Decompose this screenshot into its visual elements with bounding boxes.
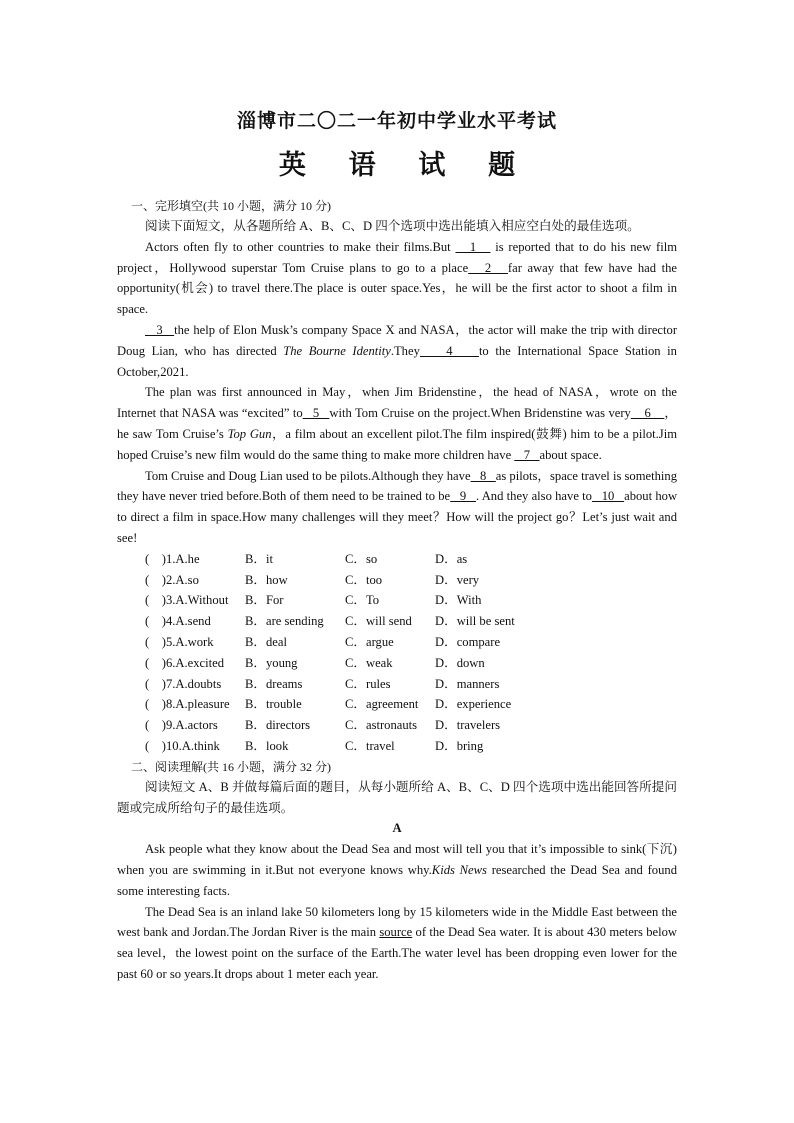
underlined-word: source (379, 925, 413, 940)
text: Actors often fly to other countries to make their films.But (145, 239, 456, 254)
option-d: D．down (435, 655, 485, 670)
question-row (145, 632, 677, 653)
section2-instruction: 阅读短文 A、B 并做每篇后面的题目，从每小题所给 A、B、C、D 四个选项中选出能回答所提问题或完成所给句子的最佳选项。 (117, 779, 677, 815)
blank-10: 10 (591, 489, 625, 504)
option-c: C．rules (345, 676, 391, 691)
exam-page (117, 100, 677, 985)
question-number-option-a: ( )10.A.think (145, 738, 220, 753)
text: The plan was first announced in May，when Jim Bridenstine，the head of NASA，wrote on the Internet that NASA was “excited” to (117, 385, 677, 421)
option-b: B．look (245, 738, 289, 753)
cloze-options (145, 549, 677, 757)
option-b: B．directors (245, 718, 311, 733)
option-d: D．manners (435, 676, 500, 691)
question-row (145, 549, 677, 570)
question-number-option-a: ( )2.A.so (145, 572, 199, 587)
blank-2: 2 (468, 260, 508, 275)
question-row (145, 611, 677, 632)
option-d: D．experience (435, 697, 512, 712)
text: as pilots，space travel is something they have never tried before.Both of them need to be trained to be (117, 468, 677, 504)
blank-8: 8 (470, 468, 496, 483)
exam-title: 淄博市二〇二一年初中学业水平考试 (236, 111, 557, 132)
section1-heading: 一、完形填空(共 10 小题，满分 10 分) (131, 199, 331, 213)
option-c: C．travel (345, 738, 395, 753)
question-number-option-a: ( )7.A.doubts (145, 676, 222, 691)
option-c: C．will send (345, 614, 412, 629)
blank-9: 9 (450, 489, 476, 504)
question-number-option-a: ( )1.A.he (145, 551, 200, 566)
cloze-paragraph-1 (117, 237, 677, 320)
option-c: C．agreement (345, 697, 419, 712)
option-b: B．it (245, 551, 273, 566)
option-d: D．very (435, 572, 480, 587)
question-number-option-a: ( )3.A.Without (145, 593, 229, 608)
movie-title: Top Gun (227, 426, 272, 441)
text: Tom Cruise and Doug Lian used to be pilots.Although they have (145, 468, 471, 483)
option-c: C．too (345, 572, 383, 587)
question-row (145, 570, 677, 591)
option-d: D．bring (435, 738, 484, 753)
text: ，a film about an excellent pilot.The film inspired(鼓舞) him to be a pilot.Jim hoped Cruise’s new film would do the same thing to make more children have (117, 426, 677, 462)
question-number-option-a: ( )9.A.actors (145, 718, 218, 733)
cloze-paragraph-4 (117, 466, 677, 549)
cloze-paragraph-3 (117, 382, 677, 465)
option-c: C．so (345, 551, 378, 566)
question-number-option-a: ( )4.A.send (145, 614, 211, 629)
text: researched the Dead Sea and found some interesting facts. (117, 862, 677, 898)
text: of the Dead Sea water. It is about 430 meters below sea level，the lowest point on the surface of the Earth.The water level has been dropping even lower for the past 60 or so years.It drops about 1 meter each year. (117, 925, 677, 981)
option-d: D．With (435, 593, 482, 608)
question-row (145, 736, 677, 757)
text: ，he saw Tom Cruise’s (117, 406, 678, 441)
blank-3: 3 (145, 322, 175, 337)
text: to the International Space Station in October,2021. (117, 343, 677, 379)
option-b: B．young (245, 655, 298, 670)
option-c: C．To (345, 593, 380, 608)
source-name: Kids News (431, 862, 487, 877)
option-b: B．how (245, 572, 288, 587)
text: The Dead Sea is an inland lake 50 kilometers long by 15 kilometers wide in the Middle East between the west bank and Jordan.The Jordan River is the main (117, 904, 677, 940)
option-d: D．travelers (435, 718, 501, 733)
question-row (145, 674, 677, 695)
question-row (145, 653, 677, 674)
text: Ask people what they know about the Dead Sea and most will tell you that it’s impossible to sink(下沉) when you are swimming in it.But not everyone knows why. (117, 842, 677, 877)
reading-paragraph-1 (117, 839, 677, 901)
cloze-paragraph-2 (117, 320, 677, 382)
option-b: B．dreams (245, 676, 303, 691)
text: the help of Elon Musk’s company Space X and NASA，the actor will make the trip with director Doug Lian, who has directed (117, 322, 678, 358)
option-d: D．will be sent (435, 614, 515, 629)
question-row (145, 694, 677, 715)
blank-4: 4 (419, 343, 479, 358)
section1-instruction: 阅读下面短文，从各题所给 A、B、C、D 四个选项中选出能填入相应空白处的最佳选项。 (145, 219, 640, 233)
blank-6: 6 (630, 406, 665, 421)
option-b: B．are sending (245, 614, 324, 629)
question-number-option-a: ( )6.A.excited (145, 655, 225, 670)
text: .They (390, 343, 420, 358)
question-number-option-a: ( )5.A.work (145, 634, 214, 649)
question-number-option-a: ( )8.A.pleasure (145, 697, 230, 712)
blank-5: 5 (302, 406, 330, 421)
option-b: B．deal (245, 634, 287, 649)
movie-title: The Bourne Identity (283, 343, 391, 358)
question-row (145, 715, 677, 736)
section2-heading: 二、阅读理解(共 16 小题，满分 32 分) (131, 759, 331, 774)
exam-subtitle: 英 语 试 题 (278, 150, 534, 180)
option-c: C．argue (345, 634, 394, 649)
question-row (145, 590, 677, 611)
option-c: C．astronauts (345, 718, 418, 733)
blank-7: 7 (514, 447, 540, 462)
option-c: C．weak (345, 655, 393, 670)
blank-1: 1 (455, 239, 491, 254)
option-b: B．For (245, 593, 284, 608)
text: . And they also have to (476, 489, 592, 504)
passage-label: A (392, 821, 402, 836)
reading-paragraph-2 (117, 902, 677, 985)
text: about how to direct a film in space.How many challenges will they meet？How will the project go？Let’s just wait and see! (117, 489, 678, 545)
text: with Tom Cruise on the project.When Bridenstine was very (329, 406, 631, 421)
option-d: D．as (435, 551, 468, 566)
text: is reported that to do his new film project，Hollywood superstar Tom Cruise plans to go to a place (117, 239, 677, 275)
option-d: D．compare (435, 634, 501, 649)
text: far away that few have had the opportunity(机会) to travel there.The place is outer space.Yes，he will be the first actor to shoot a film in space. (117, 260, 678, 317)
option-b: B．trouble (245, 697, 302, 712)
text: about space. (539, 447, 602, 462)
